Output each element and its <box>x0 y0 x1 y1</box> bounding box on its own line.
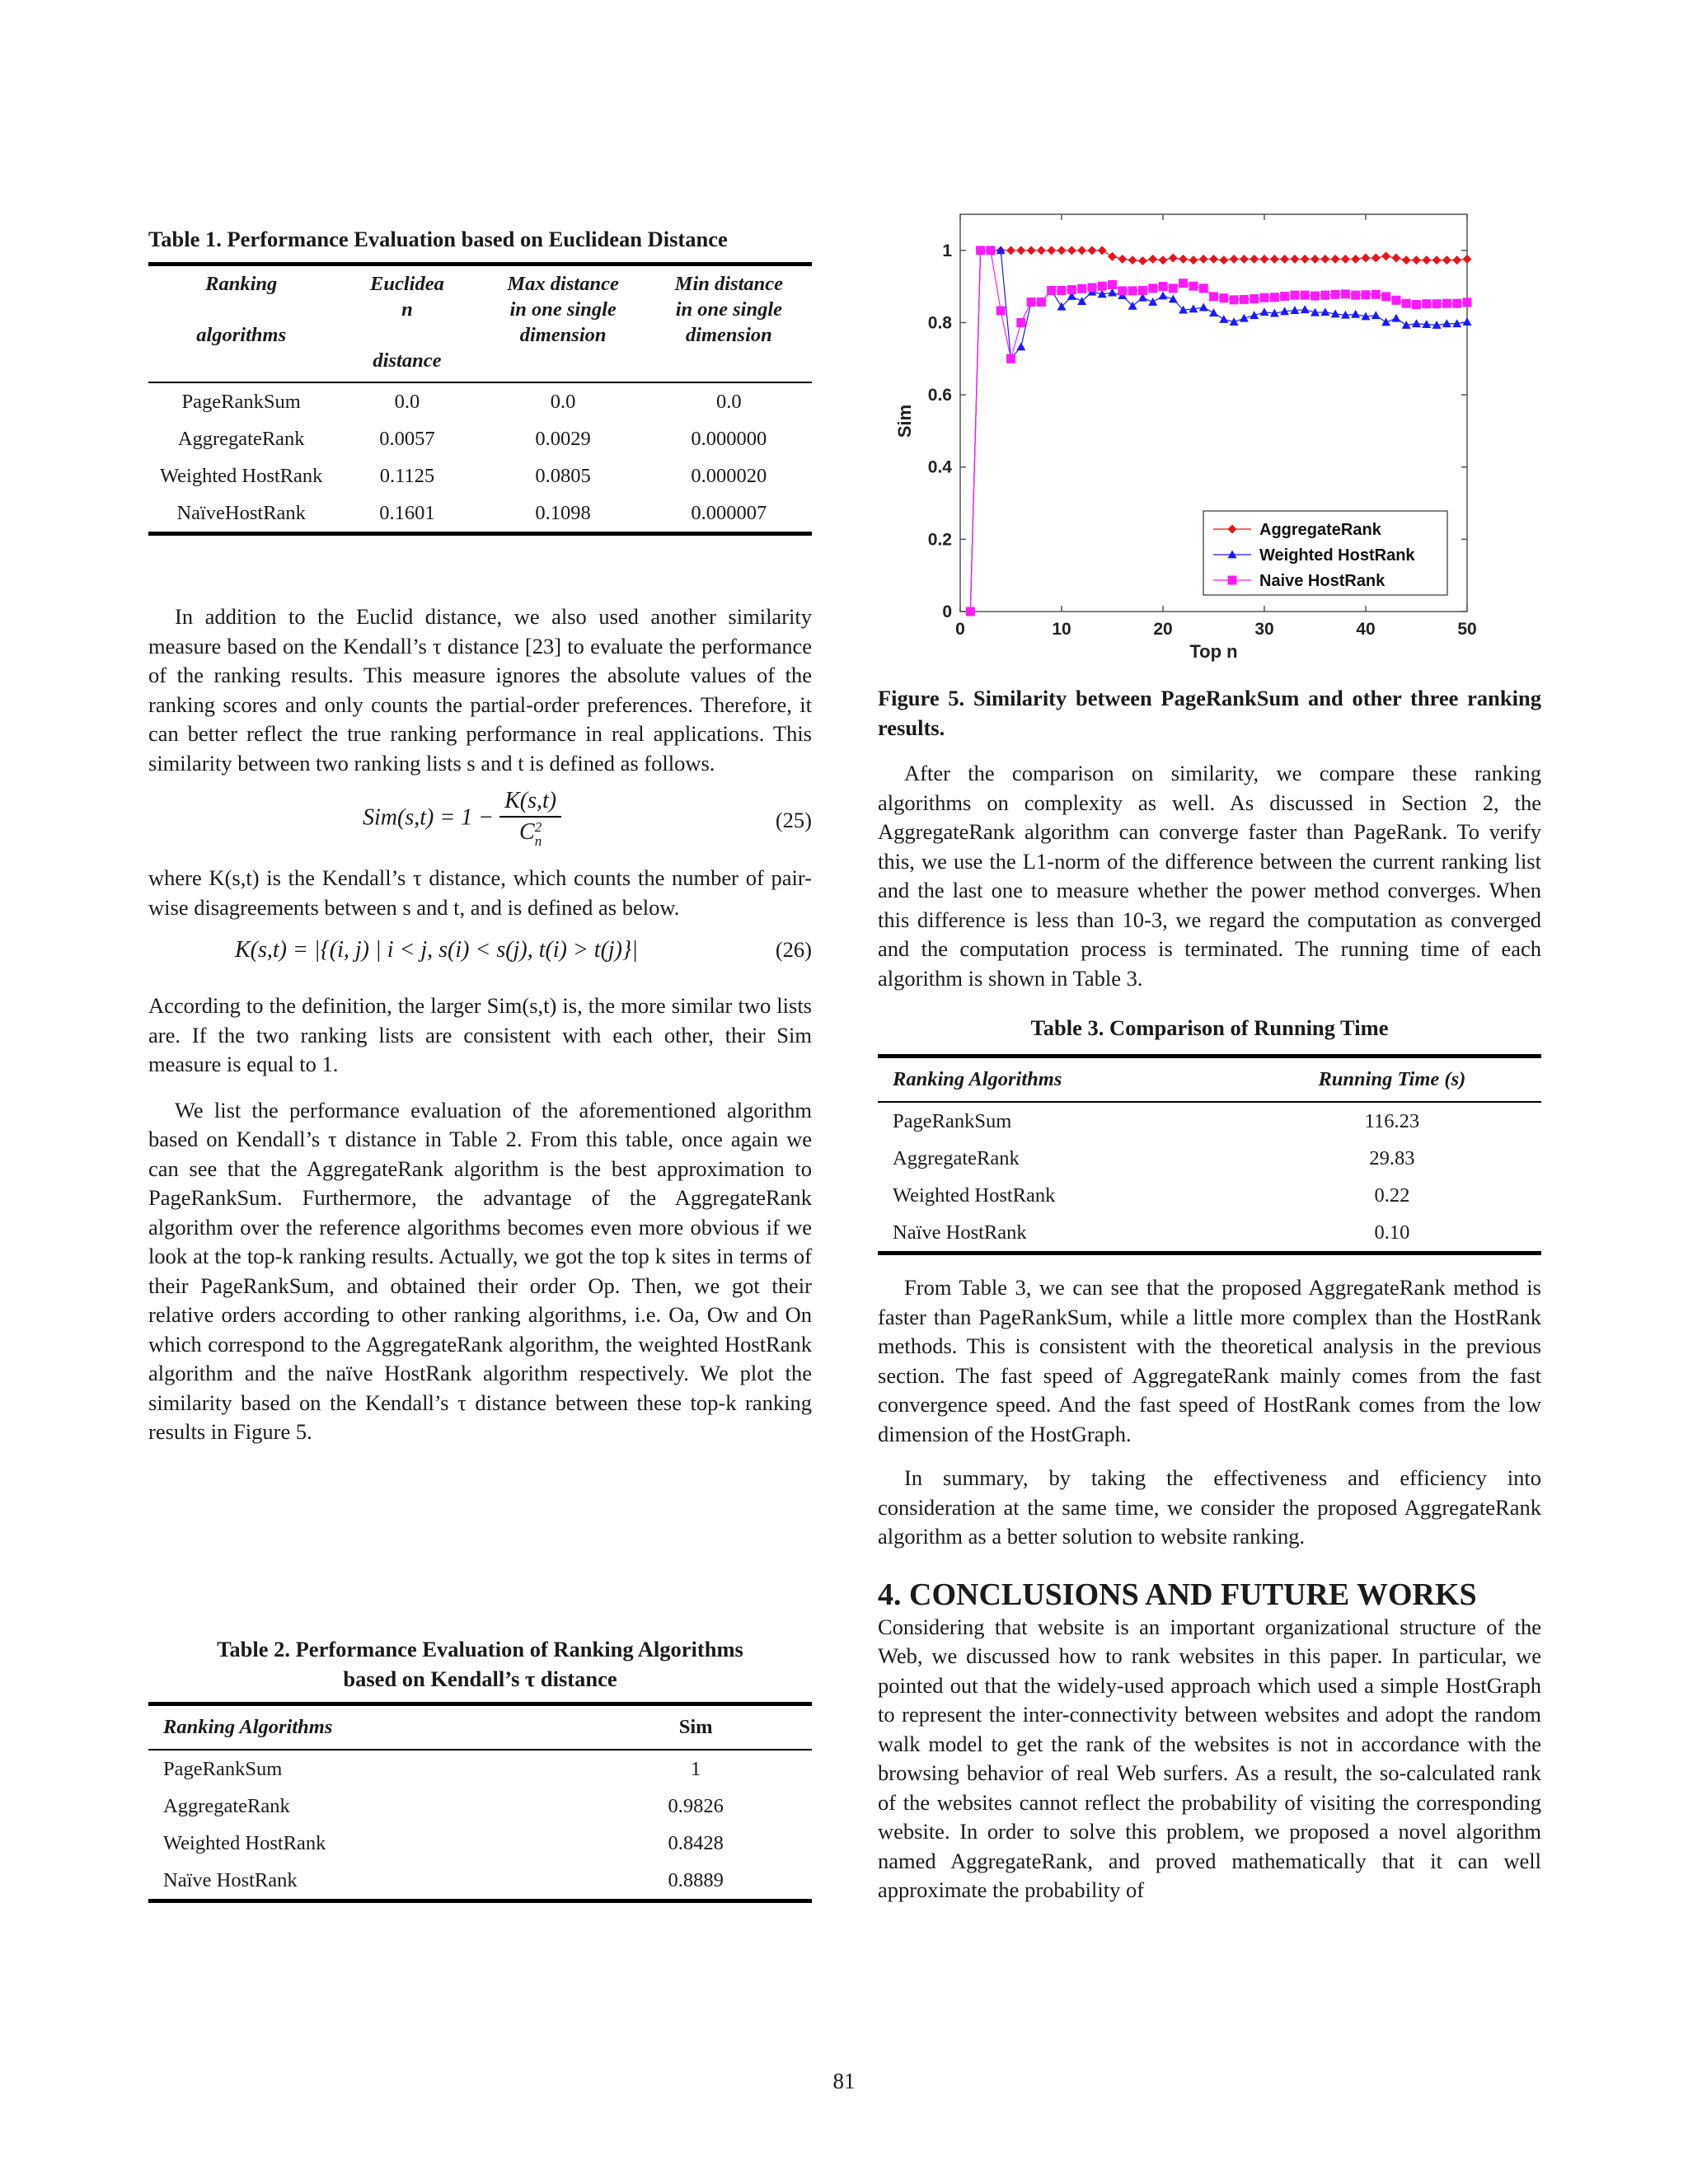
table1-header <box>334 265 480 383</box>
paragraph: In addition to the Euclid distance, we also used another similarity measure based on the Kendall’s τ distance [23] to evaluate the performance of the ranking results. This measure ignores the absolute values of the ranking scores and only counts the partial-order preferences. Therefore, it can better reflect the true ranking performance in real applications. This similarity between two ranking lists s and t is defined as follows. <box>148 604 812 776</box>
table-cell: NaïveHostRank <box>148 494 334 534</box>
table1-header-line: algorithms <box>196 324 287 346</box>
table-cell: Naïve HostRank <box>878 1214 1243 1254</box>
eq25-den-sub: n <box>534 832 542 849</box>
data-point <box>1320 291 1329 300</box>
y-tick-label: 0.2 <box>927 530 952 550</box>
table1-header-line: dimension <box>685 324 772 346</box>
eq25-number: (25) <box>775 808 812 832</box>
table1-header-line: Euclidea <box>370 273 444 295</box>
table-cell: 0.22 <box>1374 1183 1410 1207</box>
table-cell: 0.000000 <box>691 427 767 450</box>
table-cell: Naïve HostRank <box>148 1862 579 1901</box>
data-point <box>1057 286 1067 295</box>
table1-header-line: in one single <box>509 298 617 321</box>
page-number: 81 <box>832 2069 856 2093</box>
table-cell: Weighted HostRank <box>893 1183 1056 1207</box>
table-cell: 0.0 <box>716 390 742 413</box>
y-tick-label: 1 <box>942 241 952 260</box>
table-cell: PageRankSum <box>181 390 301 413</box>
table-cell: 0.000020 <box>691 464 767 487</box>
data-point <box>1027 298 1036 307</box>
right-body-text <box>878 684 1541 1905</box>
data-point <box>1209 292 1218 301</box>
table-row <box>878 1140 1541 1177</box>
eq26-expr: K(s,t) = |{(i, j) | i < j, s(i) < s(j), t(i) > t(j)}| <box>235 937 638 963</box>
table-cell: 29.83 <box>1369 1146 1415 1169</box>
chart-legend <box>1203 511 1447 595</box>
data-point <box>1230 295 1239 304</box>
table-row <box>148 1825 812 1862</box>
table-cell: Weighted HostRank <box>163 1831 326 1854</box>
data-point <box>1189 282 1198 291</box>
data-point <box>1098 282 1107 291</box>
data-point <box>1159 282 1168 291</box>
data-point <box>1037 298 1046 307</box>
table1-header-line: n <box>401 298 413 321</box>
paragraph: We list the performance evaluation of the aforementioned algorithm based on Kendall’s τ distance in Table 2. From this table, once again we can see that the AggregateRank algorithm is the best approximation to PageRankSum. Furthermore, the advantage of the AggregateRank algorithm over the reference algorithms becomes even more obvious if we look at the top-k ranking results. Actually, we got the top k sites in terms of their PageRankSum, and obtained their order Op. Then, we got their relative orders according to other ranking algorithms, i.e. Oa, Ow and On which correspond to the AggregateRank algorithm, the weighted HostRank algorithm and the naïve HostRank algorithm respectively. We plot the similarity based on the Kendall’s τ distance between these top-k ranking results in Figure 5. <box>148 1097 812 1444</box>
data-point <box>1087 283 1096 292</box>
eq25-fraction <box>499 788 561 848</box>
data-point <box>1311 292 1320 301</box>
table-row <box>878 1214 1541 1254</box>
table-row <box>148 420 812 457</box>
table1-header-line: Max distance <box>507 273 619 295</box>
data-point <box>976 246 985 255</box>
data-point <box>996 306 1006 315</box>
table1-header-line: in one single <box>675 298 783 321</box>
table-row <box>148 494 812 534</box>
paragraph: where K(s,t) is the Kendall’s τ distance, which counts the number of pair-wise disagreements between s and t, and is defined as below. <box>148 865 812 920</box>
data-point <box>1169 284 1178 293</box>
table2 <box>148 1702 812 1903</box>
legend-label: Weighted HostRank <box>1259 546 1415 565</box>
table1-header-line: Ranking <box>205 273 278 295</box>
table-row <box>148 1862 812 1901</box>
table-cell: 0.10 <box>1243 1214 1541 1254</box>
data-point <box>1228 576 1237 585</box>
equation-25 <box>148 785 812 859</box>
paragraph: Considering that website is an important organizational structure of the Web, we discussed how to rank websites in this paper. In particular, we pointed out that the widely-used approach which used a simple HostGraph to represent the inter-connectivity between websites and adopt the random walk model to get the rank of the websites is not in accordance with the browsing behavior of real Web surfers. As a result, the so-calculated rank of the websites cannot reflect the probability of visiting the corresponding website. In order to solve this problem, we proposed a novel algorithm named AggregateRank, and proved mathematically that it can well approximate the probability of <box>878 1614 1541 1902</box>
data-point <box>1301 291 1310 300</box>
data-point <box>966 607 975 616</box>
table1-block <box>148 224 812 536</box>
x-axis-label: Top n <box>1189 641 1238 662</box>
table-cell: 0.0805 <box>535 464 591 487</box>
data-point <box>1381 292 1390 301</box>
data-point <box>1118 286 1127 295</box>
data-point <box>1422 299 1431 308</box>
table1-header-line: distance <box>373 349 442 372</box>
data-point <box>1452 299 1461 308</box>
paragraph: In summary, by taking the effectiveness and efficiency into consideration at the same time, we consider the proposed AggregateRank algorithm as a better solution to website ranking. <box>878 1465 1541 1549</box>
table-cell: 0.0057 <box>379 427 435 450</box>
data-point <box>1341 289 1350 298</box>
table-cell: PageRankSum <box>893 1109 1012 1132</box>
data-point <box>1047 286 1056 295</box>
y-tick-label: 0.6 <box>927 386 952 405</box>
y-tick-label: 0 <box>942 602 952 621</box>
x-tick-label: 30 <box>1254 620 1274 639</box>
data-point <box>1128 286 1137 295</box>
data-point <box>1372 290 1381 299</box>
table-cell: Weighted HostRank <box>159 464 323 487</box>
table-row <box>148 457 812 494</box>
data-point <box>1351 291 1360 300</box>
table-cell: 0.8889 <box>579 1862 812 1901</box>
data-point <box>1442 299 1451 308</box>
table2-caption-line: Table 2. Performance Evaluation of Ranking Algorithms <box>217 1637 743 1661</box>
table1-header <box>148 265 334 383</box>
table-cell: 116.23 <box>1364 1109 1420 1132</box>
table-cell: 0.1601 <box>334 494 480 534</box>
data-point <box>1006 354 1015 363</box>
legend-label: Naive HostRank <box>1259 572 1386 590</box>
table-cell: 0.1098 <box>480 494 645 534</box>
data-point <box>1240 295 1249 304</box>
table-cell: 1 <box>691 1757 701 1780</box>
table-cell: 0.0 <box>394 390 420 413</box>
x-tick-label: 50 <box>1457 620 1477 639</box>
table1-header-line: Min distance <box>674 273 784 295</box>
table3-header: Ranking Algorithms <box>878 1057 1243 1103</box>
eq26-number: (26) <box>775 937 812 962</box>
data-point <box>1331 290 1340 299</box>
data-point <box>1432 299 1442 308</box>
data-point <box>1463 298 1472 307</box>
x-tick-label: 0 <box>955 620 965 639</box>
data-point <box>1148 284 1157 293</box>
table1 <box>148 262 812 536</box>
data-point <box>1412 300 1421 309</box>
left-body-text <box>148 602 812 1447</box>
table-cell: PageRankSum <box>163 1757 283 1780</box>
table-row <box>148 382 812 420</box>
data-point <box>1077 284 1086 293</box>
paragraph: From Table 3, we can see that the proposed AggregateRank method is faster than PageRankSum, while a little more complex than the HostRank methods. This is consistent with the theoretical analysis in the previous section. The fast speed of AggregateRank mainly comes from the fast convergence speed. And the fast speed of HostRank comes from the low dimension of the HostGraph. <box>878 1275 1541 1446</box>
x-tick-label: 10 <box>1052 620 1071 639</box>
table-cell: 0.1125 <box>379 464 435 487</box>
data-point <box>1270 293 1279 302</box>
eq25-denominator <box>499 818 561 848</box>
table-cell: AggregateRank <box>893 1146 1020 1169</box>
paragraph: According to the definition, the larger Sim(s,t) is, the more similar two lists are. If the two ranking lists are consistent with each other, their Sim measure is equal to 1. <box>148 993 812 1076</box>
y-tick-label: 0.4 <box>927 457 952 477</box>
table2-header: Sim <box>579 1704 812 1750</box>
x-tick-label: 40 <box>1356 620 1376 639</box>
y-tick-label: 0.8 <box>927 313 952 333</box>
data-point <box>1260 293 1269 302</box>
table3 <box>878 1054 1541 1255</box>
data-point <box>986 246 995 255</box>
table2-block <box>148 1634 812 1903</box>
eq25-den-base: C <box>519 819 535 845</box>
data-point <box>1402 299 1411 308</box>
table-cell: 0.9826 <box>668 1794 724 1817</box>
eq25-lhs: Sim(s,t) = 1 − <box>363 804 495 831</box>
table1-header <box>646 265 812 383</box>
figure5-caption: Figure 5. Similarity between PageRankSum and other three ranking results. <box>878 686 1541 740</box>
table3-header: Running Time (s) <box>1243 1057 1541 1103</box>
table-row <box>148 1788 812 1825</box>
data-point <box>1280 292 1289 301</box>
eq25-numerator: K(s,t) <box>499 788 561 818</box>
data-point <box>1219 293 1228 302</box>
y-axis-label: Sim <box>894 404 915 438</box>
table-row <box>148 1750 812 1788</box>
equation-26 <box>148 930 812 982</box>
table1-header <box>480 265 645 383</box>
table-row <box>878 1102 1541 1140</box>
table-row <box>878 1177 1541 1214</box>
legend-label: AggregateRank <box>1259 521 1381 539</box>
table-cell: 0.0 <box>550 390 576 413</box>
table-cell: AggregateRank <box>177 427 305 450</box>
data-point <box>1138 286 1147 295</box>
table3-caption: Table 3. Comparison of Running Time <box>1030 1015 1389 1040</box>
table1-header-line: dimension <box>519 324 607 346</box>
figure5-chart <box>890 206 1484 668</box>
table1-caption: Table 1. Performance Evaluation based on Euclidean Distance <box>148 227 728 251</box>
data-point <box>1250 294 1259 303</box>
data-point <box>1016 318 1025 327</box>
table2-header: Ranking Algorithms <box>148 1704 579 1750</box>
data-point <box>1179 279 1188 288</box>
x-tick-label: 20 <box>1153 620 1173 639</box>
table2-caption-line: based on Kendall’s τ distance <box>343 1666 617 1691</box>
data-point <box>1108 280 1117 289</box>
data-point <box>1362 290 1371 299</box>
table-cell: 0.8428 <box>668 1831 724 1854</box>
section-heading: 4. CONCLUSIONS AND FUTURE WORKS <box>878 1577 1477 1612</box>
eq25-den-sup: 2 <box>534 818 542 835</box>
paragraph: After the comparison on similarity, we compare these ranking algorithms on complexity as well. As discussed in Section 2, the AggregateRank algorithm can converge faster than PageRank. To verify this, we use the L1-norm of the difference between the current ranking list and the last one to measure whether the power method converges. When this difference is less than 10-3, we regard the computation as converged and the computation process is terminated. The running time of each algorithm is shown in Table 3. <box>878 761 1541 991</box>
data-point <box>1290 291 1299 300</box>
table2-caption <box>148 1634 812 1694</box>
data-point <box>1391 296 1400 305</box>
table-cell: 0.0029 <box>535 427 591 450</box>
table-cell: 0.000007 <box>646 494 812 534</box>
data-point <box>1067 285 1076 294</box>
table-cell: AggregateRank <box>163 1794 290 1817</box>
data-point <box>1199 284 1208 293</box>
